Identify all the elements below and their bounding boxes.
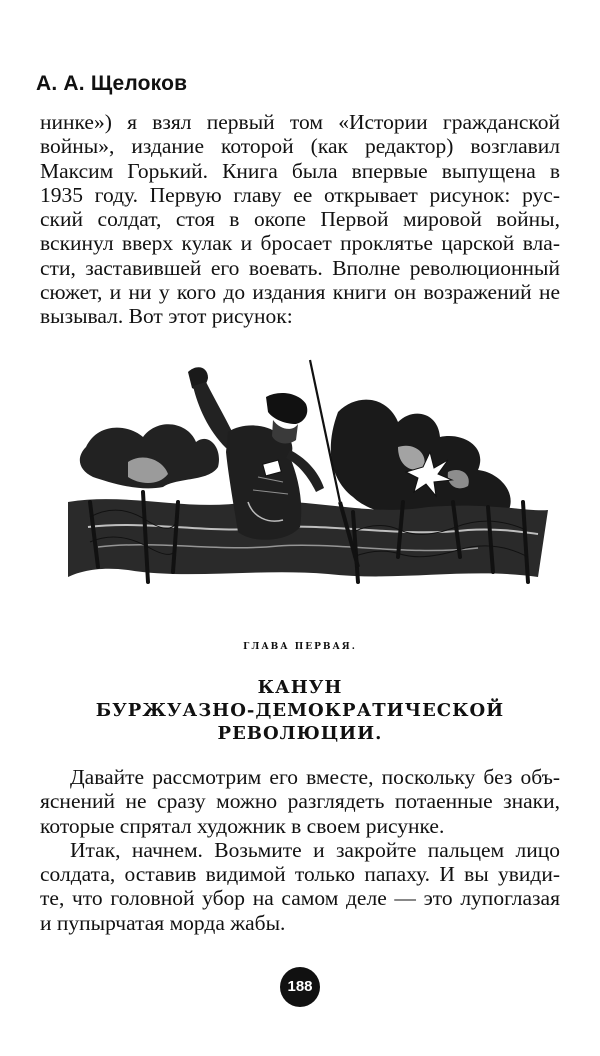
text-line: нинке») я взял первый том «Истории гражданской (40, 110, 560, 134)
chapter-title-line: РЕВОЛЮЦИИ. (217, 723, 383, 744)
text-line: ский солдат, стоя в окопе Первой мировой войны, (40, 207, 560, 232)
text-line: Максим Горький. Книга была впервые выпущена в (40, 158, 560, 183)
chapter-title-line: БУРЖУАЗНО-ДЕМОКРАТИЧЕСКОЙ (95, 700, 505, 721)
running-header-author: А. А. Щелоков (36, 72, 188, 95)
text-line: сюжет, и ни у кого до издания книги он возражений не (40, 280, 560, 305)
foliage-left (80, 424, 219, 488)
chapter-title-line: КАНУН (257, 677, 343, 698)
text-line: солдата, оставив видимой только папаху. И вы увиди- (40, 862, 560, 887)
text-line: войны», издание которой (как редактор) возглавил (40, 134, 560, 159)
text-line: 1935 году. Первую главу ее открывает рисунок: рус- (40, 182, 560, 207)
text-line: сти, заставившей его воевать. Вполне революционный (40, 255, 560, 280)
trench-ground (68, 499, 548, 577)
chapter-title (0, 676, 600, 745)
text-line: Итак, начнем. Возьмите и закройте пальцем лицо (70, 837, 560, 862)
text-line: те, что головной убор на самом деле — это лупоглазая (40, 886, 560, 911)
text-line: и пупырчатая морда жабы. (40, 910, 286, 935)
text-line: вскинул вверх кулак и бросает проклятье царской вла- (40, 231, 560, 256)
text-line: Давайте рассмотрим его вместе, поскольку без объ- (70, 765, 560, 789)
chapter-label: ГЛАВА ПЕРВАЯ. (243, 642, 357, 652)
page-number: 188 (280, 967, 320, 1007)
foliage-right (331, 400, 511, 519)
paragraph-intro (40, 110, 560, 329)
text-line: которые спрятал художник в своем рисунке. (40, 813, 445, 838)
text-line: яснений не сразу можно разглядеть потаенные знаки, (40, 789, 560, 814)
text-line: вызывал. Вот этот рисунок: (40, 304, 293, 329)
paragraph-analysis (40, 765, 560, 935)
soldier-illustration (68, 352, 548, 612)
